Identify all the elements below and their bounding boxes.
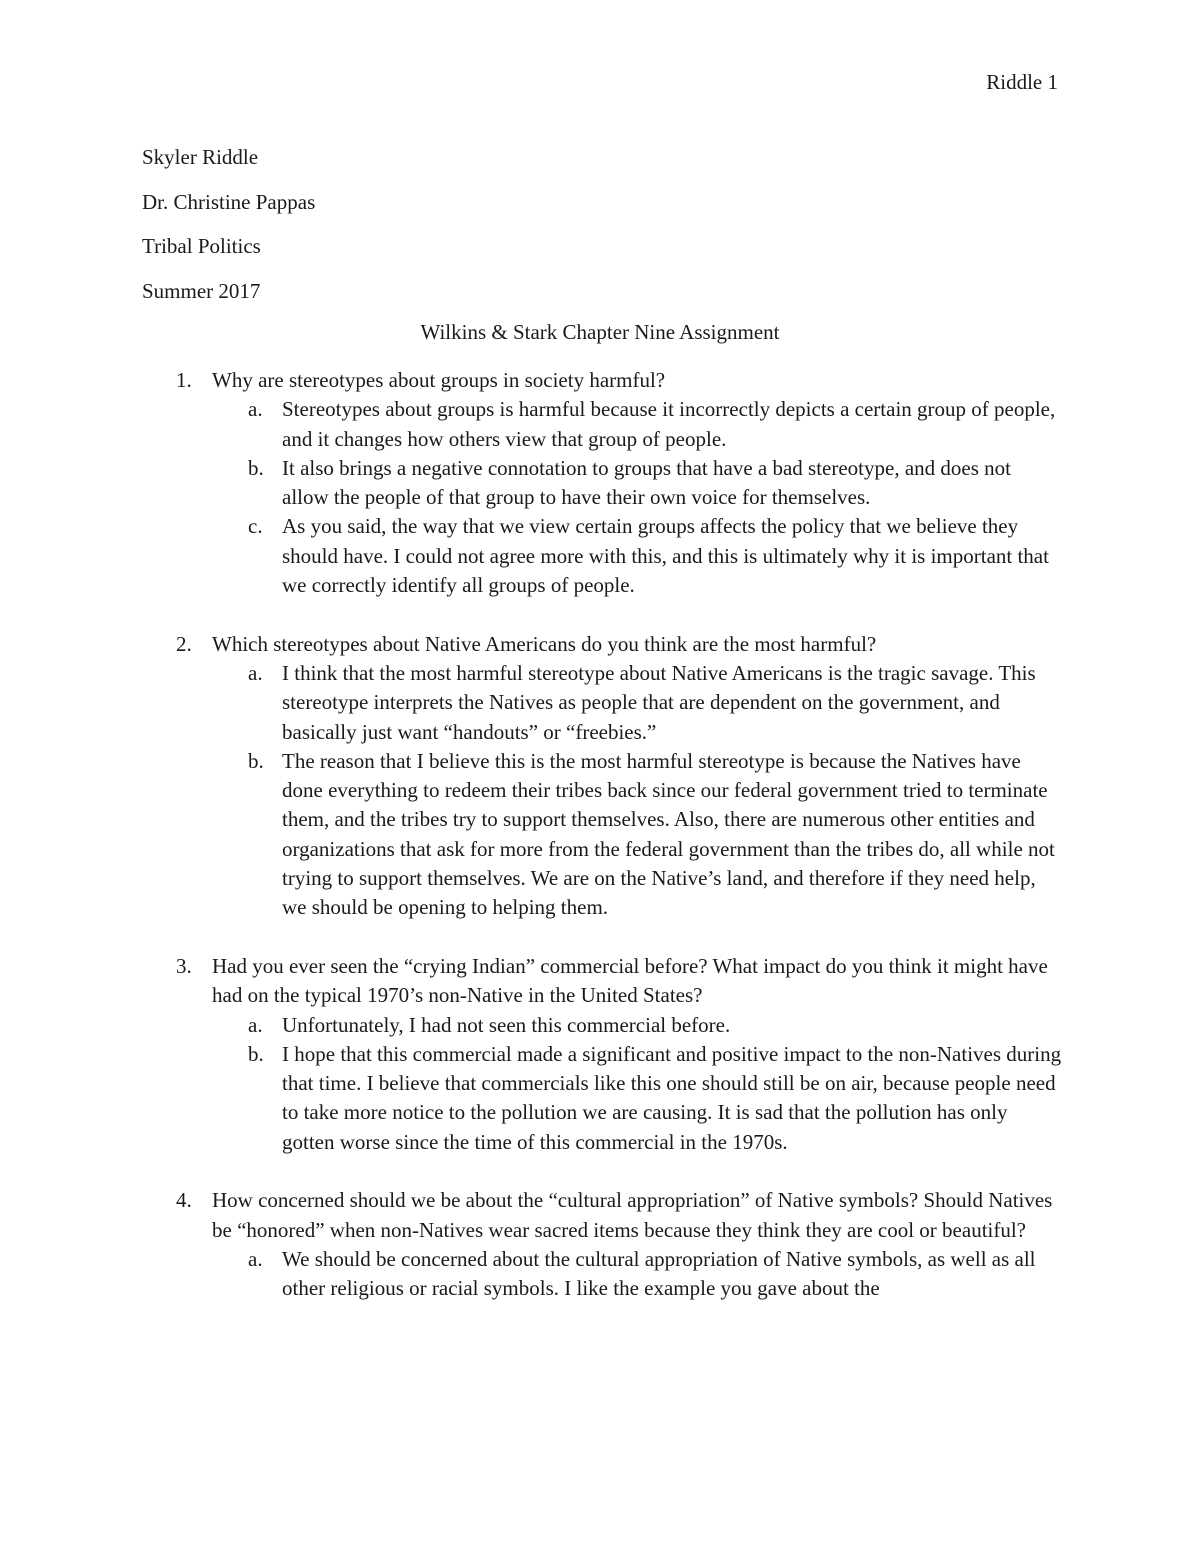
answer-text: Stereotypes about groups is harmful because it incorrectly depicts a certain group of people, and it changes how others view that group of people. [282, 397, 1056, 451]
question-number: 3. [176, 953, 192, 978]
answer-text: I hope that this commercial made a significant and positive impact to the non-Natives during that time. I believe that commercials like this one should still be on air, because people need to take more notice to the pollution we are causing. It is sad that the pollution has only gotten worse since the time of this commercial in the 1970s. [282, 1041, 1062, 1154]
term: Summer 2017 [142, 278, 261, 303]
answer-text: It also brings a negative connotation to groups that have a bad stereotype, and does not allow the people of that group to have their own voice for themselves. [282, 455, 1011, 510]
answer-item [212, 747, 1062, 923]
question-text: Had you ever seen the “crying Indian” commercial before? What impact do you think it might have had on the typical 1970’s non-Native in the United States? [212, 953, 1048, 1008]
answer-letter: a. [248, 660, 263, 685]
answer-item [212, 1245, 1062, 1304]
question-item [142, 1186, 1062, 1303]
question-item [142, 366, 1062, 600]
question-number: 1. [176, 368, 192, 392]
question-number: 4. [176, 1188, 192, 1213]
question-number: 2. [176, 631, 192, 656]
mla-heading [142, 142, 315, 320]
answer-text: I think that the most harmful stereotype about Native Americans is the tragic savage. This stereotype interprets the Natives as people that are dependent on the government, and basically just want “handouts” or “freebies.” [282, 660, 1036, 744]
answer-text: As you said, the way that we view certain groups affects the policy that we believe they should have. I could not agree more with this, and this is ultimately why it is important that we correctly identify all groups of people. [282, 514, 1049, 598]
answer-item [212, 395, 1062, 454]
question-text: Why are stereotypes about groups in society harmful? [212, 368, 666, 392]
answer-item [212, 659, 1062, 747]
page-header: Riddle 1 [986, 70, 1058, 94]
student-name: Skyler Riddle [142, 145, 259, 169]
answer-item [212, 512, 1062, 600]
answer-text: Unfortunately, I had not seen this commercial before. [282, 1012, 731, 1037]
answer-letter: a. [248, 1246, 263, 1271]
answer-item [212, 454, 1062, 513]
answer-letter: c. [248, 514, 263, 539]
document-title: Wilkins & Stark Chapter Nine Assignment [420, 320, 780, 344]
question-item [142, 952, 1062, 1157]
answer-letter: b. [248, 455, 264, 480]
question-list [142, 366, 1062, 1304]
question-item [142, 630, 1062, 923]
question-text: Which stereotypes about Native Americans do you think are the most harmful? [212, 631, 877, 656]
answer-item [212, 1040, 1062, 1157]
answer-text: The reason that I believe this is the most harmful stereotype is because the Natives have done everything to redeem their tribes back since our federal government tried to terminate them, and the tribes try to support themselves. Also, there are numerous other entities and organizations that ask for more from the federal government than the tribes do, all while not trying to support themselves. We are on the Native’s land, and therefore if they need help, we should be opening to helping them. [282, 748, 1055, 920]
question-text: How concerned should we be about the “cultural appropriation” of Native symbols? Should Natives be “honored” when non-Natives wear sacred items because they think they are cool or beautiful? [212, 1188, 1053, 1242]
answer-letter: b. [248, 748, 264, 773]
answer-letter: b. [248, 1041, 264, 1066]
professor-name: Dr. Christine Pappas [142, 189, 316, 214]
course-name: Tribal Politics [142, 234, 261, 258]
answer-item [212, 1011, 1062, 1040]
answer-letter: a. [248, 1012, 263, 1037]
answer-letter: a. [248, 397, 263, 422]
answer-text: We should be concerned about the cultural appropriation of Native symbols, as well as all other religious or racial symbols. I like the example you gave about the [282, 1246, 1036, 1301]
